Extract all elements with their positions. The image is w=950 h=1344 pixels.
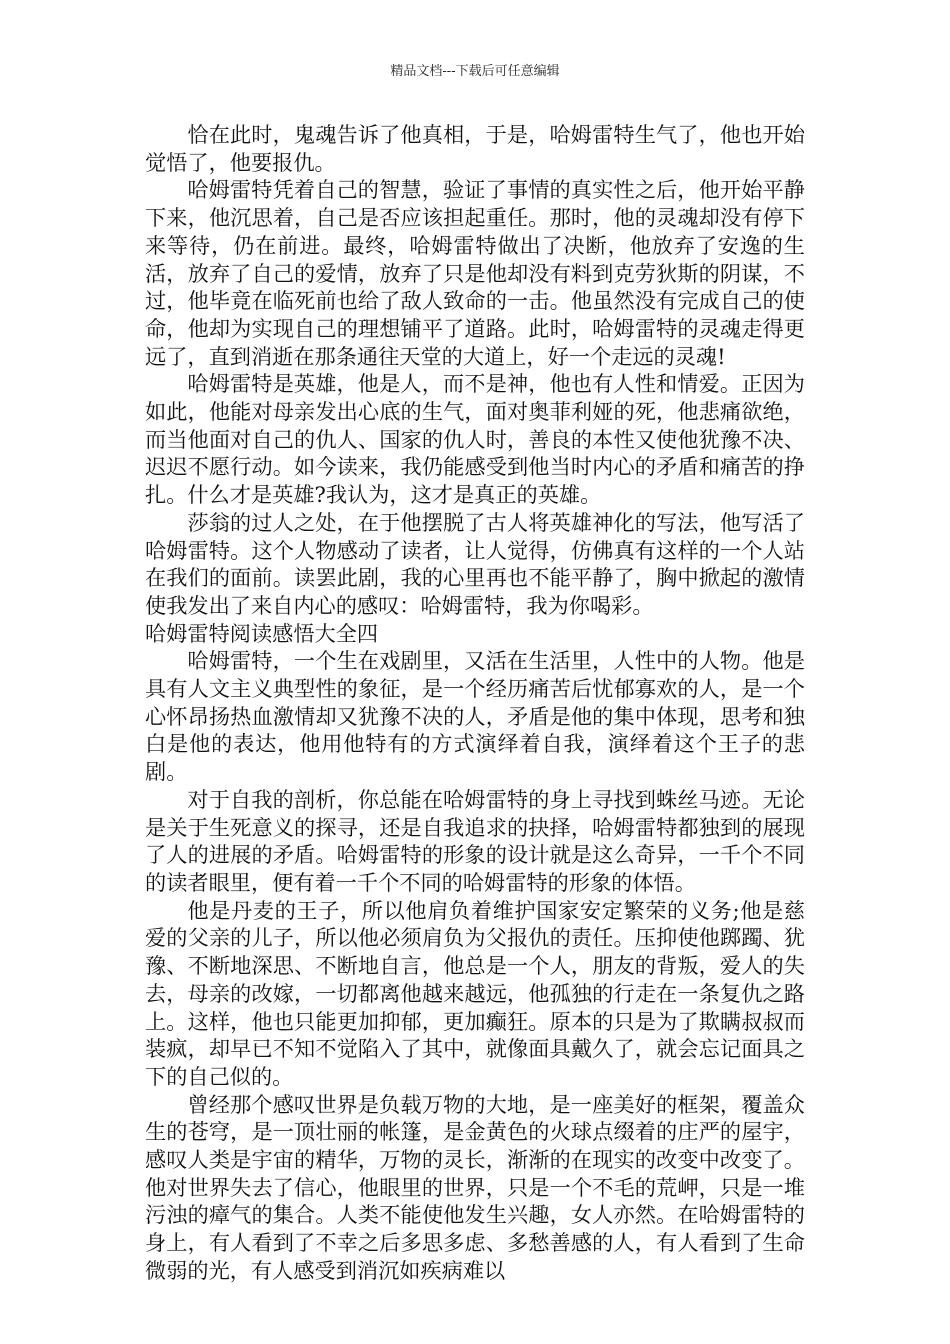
paragraph: 哈姆雷特，一个生在戏剧里，又活在生活里，人性中的人物。他是具有人文主义典型性的象征，是一个经历痛苦后忧郁寡欢的人，是一个心怀昂扬热血激情却又犹豫不决的人，矛盾是他的集中体现，思考和独白是他的表达，他用他特有的方式演绎着自我，演绎着这个王子的悲剧。: [145, 648, 805, 785]
section-heading: 哈姆雷特阅读感悟大全四: [145, 620, 379, 646]
page-header: 精品文档---下载后可任意编辑: [390, 64, 560, 79]
paragraph: 哈姆雷特凭着自己的智慧，验证了事情的真实性之后，他开始平静下来，他沉思着，自己是否应该担起重任。那时，他的灵魂却没有停下来等待，仍在前进。最终，哈姆雷特做出了决断，他放弃了安逸的生活，放弃了自己的爱情，放弃了只是他却没有料到克劳狄斯的阴谋，不过，他毕竟在临死前也给了敌人致命的一击。他虽然没有完成自己的使命，他却为实现自己的理想铺平了道路。此时，哈姆雷特的灵魂走得更远了，直到消逝在那条通往天堂的大道上，好一个走远的灵魂!: [145, 177, 805, 369]
paragraph: 曾经那个感叹世界是负载万物的大地，是一座美好的框架，覆盖众生的苍穹，是一顶壮丽的帐篷，是金黄色的火球点缀着的庄严的屋宇，感叹人类是宇宙的精华，万物的灵长，渐渐的在现实的改变中改变了。他对世界失去了信心，他眼里的世界，只是一个不毛的荒岬，只是一堆污浊的瘴气的集合。人类不能使他发生兴趣，女人亦然。在哈姆雷特的身上，有人看到了不幸之后多思多虑、多愁善感的人，有人看到了生命微弱的光，有人感受到消沉如疾病难以: [145, 1091, 805, 1283]
paragraph: 恰在此时，鬼魂告诉了他真相，于是，哈姆雷特生气了，他也开始觉悟了，他要报仇。: [145, 122, 805, 175]
paragraph: 对于自我的剖析，你总能在哈姆雷特的身上寻找到蛛丝马迹。无论是关于生死意义的探寻，还是自我追求的抉择，哈姆雷特都独到的展现了人的进展的矛盾。哈姆雷特的形象的设计就是这么奇异，一千个不同的读者眼里，便有着一千个不同的哈姆雷特的形象的体悟。: [145, 786, 805, 895]
document-body: [145, 121, 805, 1285]
paragraph: 他是丹麦的王子，所以他肩负着维护国家安定繁荣的义务;他是慈爱的父亲的儿子，所以他必须肩负为父报仇的责任。压抑使他踯躅、犹豫、不断地深思、不断地自言，他总是一个人，朋友的背叛，爱人的失去，母亲的改嫁，一切都离他越来越远，他孤独的行走在一条复仇之路上。这样，他也只能更加抑郁，更加癫狂。原本的只是为了欺瞒叔叔而装疯，却早已不知不觉陷入了其中，就像面具戴久了，就会忘记面具之下的自己似的。: [145, 897, 805, 1089]
paragraph: 莎翁的过人之处，在于他摆脱了古人将英雄神化的写法，他写活了哈姆雷特。这个人物感动了读者，让人觉得，仿佛真有这样的一个人站在我们的面前。读罢此剧，我的心里再也不能平静了，胸中掀起的激情使我发出了来自内心的感叹：哈姆雷特，我为你喝彩。: [145, 509, 805, 618]
paragraph: 哈姆雷特是英雄，他是人，而不是神，他也有人性和情爱。正因为如此，他能对母亲发出心底的生气，面对奥菲利娅的死，他悲痛欲绝，而当他面对自己的仇人、国家的仇人时，善良的本性又使他犹豫不决、迟迟不愿行动。如今读来，我仍能感受到他当时内心的矛盾和痛苦的挣扎。什么才是英雄?我认为，这才是真正的英雄。: [145, 371, 805, 508]
